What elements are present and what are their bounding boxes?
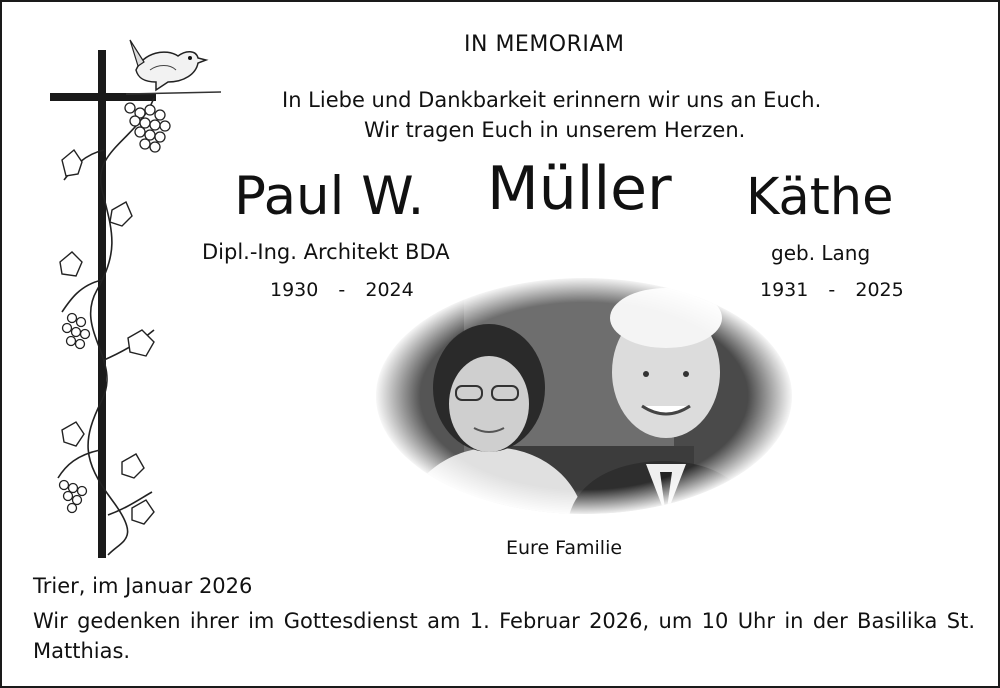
title-left: Dipl.-Ing. Architekt BDA xyxy=(202,240,450,264)
dedication-line-1: In Liebe und Dankbarkeit erinnern wir uns an Euch. xyxy=(282,88,822,112)
heading: IN MEMORIAM xyxy=(464,32,625,57)
first-name-right: Käthe xyxy=(746,168,894,227)
first-name-left: Paul W. xyxy=(234,166,425,227)
grapevine-icon xyxy=(42,30,242,590)
life-years-left: 1930 - 2024 xyxy=(270,279,414,301)
bird-icon xyxy=(126,30,226,100)
service-notice: Wir gedenken ihrer im Gottesdienst am 1. Februar 2026, um 10 Uhr in der Basilika St. Matthias. xyxy=(33,609,975,663)
place-date: Trier, im Januar 2026 xyxy=(33,574,253,598)
title-right: geb. Lang xyxy=(771,241,871,265)
dedication-line-2: Wir tragen Euch in unserem Herzen. xyxy=(364,118,746,142)
surname: Müller xyxy=(487,154,672,224)
signature: Eure Familie xyxy=(506,537,623,559)
life-years-right: 1931 - 2025 xyxy=(760,279,904,301)
couple-portrait-photo xyxy=(374,276,794,516)
